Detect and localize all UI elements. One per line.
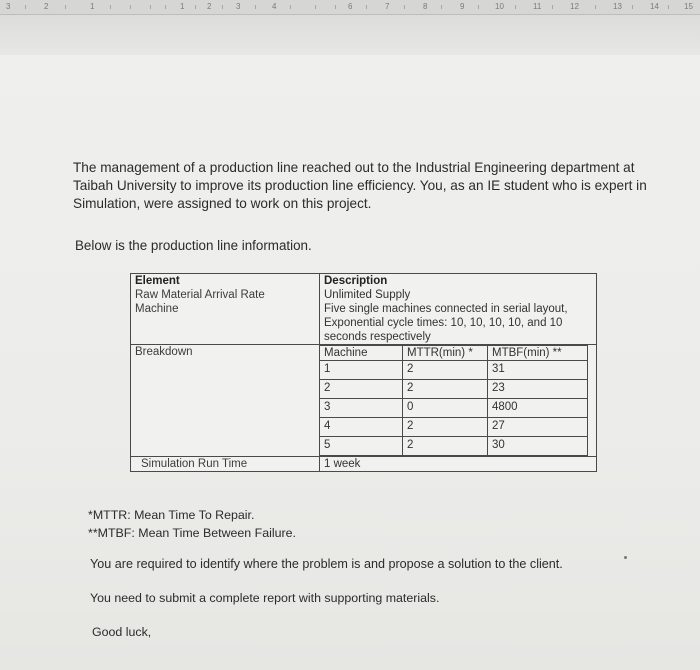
mttr-value: 2: [403, 380, 488, 399]
table-row: [320, 437, 588, 456]
ruler-label: 9: [460, 2, 465, 11]
row-machine-label: Machine: [135, 303, 179, 315]
ruler-label: 13: [613, 2, 622, 11]
requirement-text: You are required to identify where the problem is and propose a solution to the client.: [90, 557, 563, 571]
note-mttr: *MTTR: Mean Time To Repair.: [88, 508, 255, 522]
col-machine: Machine: [320, 346, 403, 361]
ruler-label: 8: [423, 2, 428, 11]
machine-id: 1: [320, 361, 403, 380]
ruler-label: 1: [90, 2, 95, 11]
production-line-table: [130, 273, 597, 472]
ruler-label: 1: [180, 2, 185, 11]
mttr-value: 2: [403, 418, 488, 437]
breakdown-header-row: [320, 346, 588, 361]
description-cell: [320, 274, 597, 345]
mttr-value: 0: [403, 399, 488, 418]
machine-id: 5: [320, 437, 403, 456]
row-machine-cycle: Exponential cycle times: 10, 10, 10, 10, and 10 seconds respectively: [324, 317, 563, 343]
ruler-label: 10: [495, 2, 504, 11]
runtime-value: 1 week: [320, 457, 597, 472]
intro-paragraph: The management of a production line reached out to the Industrial Engineering department at Taibah University to improve its production line efficiency. You, as an IE student who is expert in Simulation, were assigned to work on this project.: [73, 160, 647, 211]
mtbf-value: 4800: [488, 399, 588, 418]
closing-text: Good luck,: [92, 625, 152, 639]
ruler-label: 7: [385, 2, 390, 11]
machine-id: 4: [320, 418, 403, 437]
runtime-label: Simulation Run Time: [131, 457, 320, 472]
ruler-label: 12: [570, 2, 579, 11]
table-row: [320, 418, 588, 437]
mtbf-value: 30: [488, 437, 588, 456]
ruler-label: 14: [650, 2, 659, 11]
breakdown-table: [319, 345, 588, 456]
breakdown-row: [131, 345, 597, 457]
machine-id: 3: [320, 399, 403, 418]
ruler-label: 4: [272, 2, 277, 11]
toolbar-shadow: [0, 15, 700, 55]
col-mttr: MTTR(min) *: [403, 346, 488, 361]
table-header-row: [131, 274, 597, 345]
machine-id: 2: [320, 380, 403, 399]
info-heading: Below is the production line information.: [75, 238, 312, 253]
runtime-row: [131, 457, 597, 472]
row-raw-material-label: Raw Material Arrival Rate: [135, 289, 265, 301]
ruler-label: 2: [44, 2, 49, 11]
table-row: [320, 361, 588, 380]
note-mtbf: **MTBF: Mean Time Between Failure.: [88, 526, 296, 540]
ruler-label: 6: [348, 2, 353, 11]
ruler-label: 15: [684, 2, 693, 11]
mtbf-value: 23: [488, 380, 588, 399]
mttr-value: 2: [403, 361, 488, 380]
footnotes: [88, 506, 296, 542]
mtbf-value: 31: [488, 361, 588, 380]
row-machine-value: Five single machines connected in serial layout,: [324, 303, 568, 315]
breakdown-cell: [320, 345, 597, 457]
ruler-label: 2: [207, 2, 212, 11]
mttr-value: 2: [403, 437, 488, 456]
col-mtbf: MTBF(min) **: [488, 346, 588, 361]
table-row: [320, 399, 588, 418]
ruler: [0, 0, 700, 15]
submission-text: You need to submit a complete report with supporting materials.: [90, 591, 440, 605]
ruler-label: 3: [236, 2, 241, 11]
row-raw-material-value: Unlimited Supply: [324, 289, 411, 301]
ruler-label: 3: [6, 2, 11, 11]
header-element: Element Raw Material Arrival Rate Machine: [131, 274, 320, 345]
header-description: Description: [324, 275, 388, 287]
table-row: [320, 380, 588, 399]
stray-mark: [624, 556, 627, 559]
ruler-label: 11: [533, 2, 542, 11]
mtbf-value: 27: [488, 418, 588, 437]
breakdown-label: Breakdown: [131, 345, 320, 457]
